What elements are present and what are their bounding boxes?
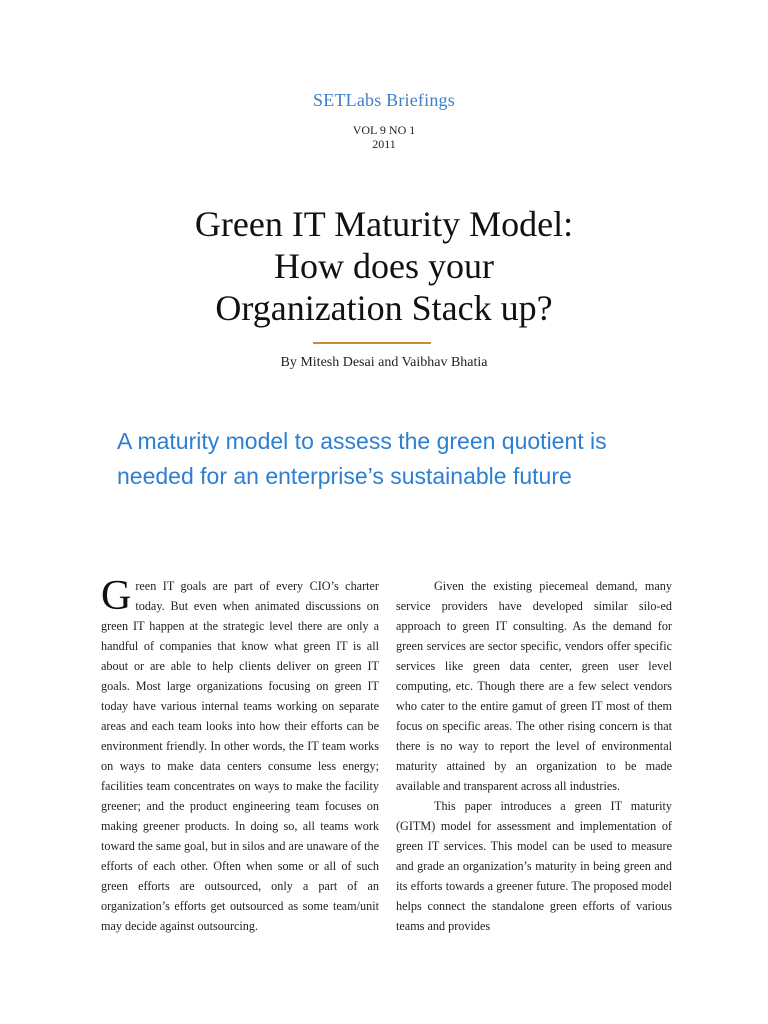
title-line-3: Organization Stack up? bbox=[215, 288, 553, 328]
volume-number: VOL 9 NO 1 bbox=[352, 123, 416, 137]
body-column-right bbox=[396, 576, 672, 936]
body-paragraph: Given the existing piecemeal demand, many service providers have developed similar silo-ed approach to green IT consulting. As the demand for green services are sector specific, vendors offer specific services like green data center, green user level computing, etc. Though there are a few select vendors who cater to the entire gamut of green IT most of them focus on specific areas. The other rising concern is that there is no way to report the level of environmental maturity attained by an organization to be made available and transparent across all industries. bbox=[396, 579, 672, 793]
article-lede: A maturity model to assess the green quotient is needed for an enterprise’s sustainable future bbox=[117, 428, 607, 489]
paragraph-text: reen IT goals are part of every CIO’s charter today. But even when animated discussions on green IT happen at the strategic level there are only a handful of companies that know what green IT is all about or are able to help clients deliver on green IT goals. Most large organizations focusing on green IT today have various internal teams working on separate areas and each team looks into how their efforts can be environment friendly. In other words, the IT team works on ways to make data centers consume less energy; facilities team concentrates on ways to make the facility greener; and the product engineering team focuses on making greener products. In doing so, all teams work toward the same goal, but in silos and are unaware of the efforts of each other. Often when some or all of such green efforts are outsourced, only a part of an organization’s efforts get outsourced as some team/unit may decide against outsourcing. bbox=[101, 579, 379, 933]
title-line-1: Green IT Maturity Model: bbox=[194, 204, 574, 244]
body-paragraph bbox=[101, 573, 379, 936]
author-byline: By Mitesh Desai and Vaibhav Bhatia bbox=[280, 355, 488, 370]
issue-info bbox=[0, 123, 768, 151]
issue-year: 2011 bbox=[372, 137, 396, 151]
body-column-left bbox=[101, 573, 379, 936]
title-line-2: How does your bbox=[274, 246, 494, 286]
journal-name: SETLabs Briefings bbox=[313, 90, 455, 110]
article-title bbox=[0, 203, 768, 329]
title-divider bbox=[313, 342, 431, 344]
body-paragraph: This paper introduces a green IT maturity (GITM) model for assessment and implementation of green IT services. This model can be used to measure and grade an organization’s maturity in being green and its efforts towards a greener future. The proposed model helps connect the standalone green efforts of various teams and provides bbox=[396, 799, 672, 933]
drop-cap: G bbox=[101, 573, 132, 619]
